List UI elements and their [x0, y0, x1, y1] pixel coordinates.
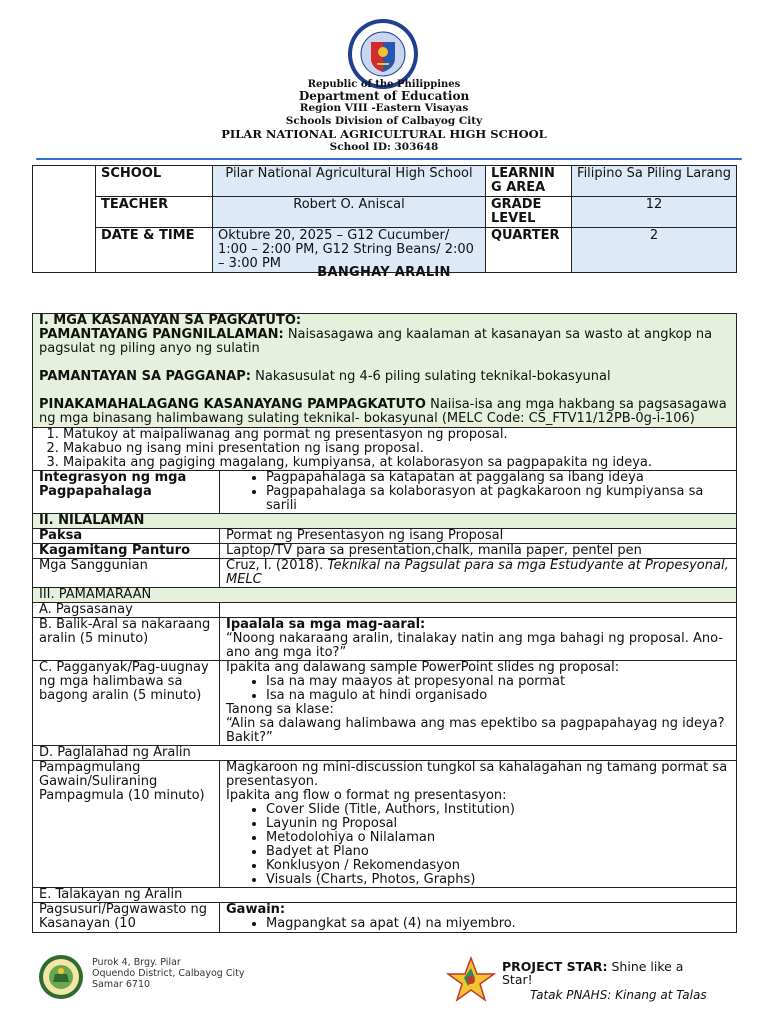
project-star-icon: [446, 956, 496, 1002]
paglalahad-text-2: Ipakita ang flow o format ng presentasyon:: [226, 788, 507, 803]
integrasyon-list: [266, 471, 730, 513]
tanong-question: “Alin sa dalawang halimbawa ang mas epektibo sa pagpapahayag ng ideya? Bakit?”: [226, 716, 725, 745]
integrasyon-label: Integrasyon ng mga Pagpapahalaga: [39, 470, 187, 499]
objective-item: 3. Maipakita ang pagiging magalang, kumpiyansa, at kolaborasyon sa pagpapakita ng ideya.: [63, 456, 730, 470]
pinakamahalaga-label: PINAKAMAHALAGANG KASANAYANG PAMPAGKATUTO: [39, 397, 426, 412]
school-id-line: School ID: 303648: [329, 141, 439, 153]
pangnilalaman-label: PAMANTAYANG PANGNILALAMAN:: [39, 327, 284, 342]
format-item: • Layunin ng Proposal: [266, 817, 730, 831]
pagganyak-item: • Isa na may maayos at propesyonal na pormat: [266, 675, 730, 689]
objectives-cell: [33, 428, 737, 471]
gawain-list: [266, 917, 730, 931]
footer-address-line-3: Samar 6710: [92, 979, 151, 990]
format-item: • Cover Slide (Title, Authors, Institution): [266, 803, 730, 817]
balik-aral-text: “Noong nakaraang aralin, tinalakay natin ang mga bahagi ng proposal. Ano-ano ang mga ito?”: [226, 631, 723, 660]
school-value: Pilar National Agricultural High School: [213, 166, 486, 197]
sanggunian-author: Cruz, I. (2018).: [226, 558, 328, 573]
pagganyak-intro: Ipakita ang dalawang sample PowerPoint slides ng proposal:: [226, 660, 620, 675]
sanggunian-title: Teknikal na Pagsulat para sa mga Estudyante at Propesyonal, MELC: [226, 558, 729, 587]
learning-area-label: LEARNIN G AREA: [486, 166, 572, 197]
format-item: • Visuals (Charts, Photos, Graphs): [266, 873, 730, 887]
paglalahad-text-1: Magkaroon ng mini-discussion tungkol sa kahalagahan ng tamang pormat sa presentasyon.: [226, 760, 728, 789]
pagsasanay-label: A. Pagsasanay: [33, 603, 220, 618]
objectives-list: [63, 428, 730, 470]
pagganap-label: PAMANTAYAN SA PAGGANAP:: [39, 369, 251, 384]
pagganyak-item: • Isa na magulo at hindi organisado: [266, 689, 730, 703]
info-blank-cell: [33, 166, 96, 273]
grade-level-label: GRADE LEVEL: [486, 197, 572, 228]
kagamitan-value: Laptop/TV para sa presentation,chalk, manila paper, pentel pen: [220, 544, 737, 559]
section-2-heading: II. NILALAMAN: [39, 513, 145, 528]
teacher-value: Robert O. Aniscal: [213, 197, 486, 228]
tatak-pnahs: Tatak PNAHS: Kinang at Talas: [530, 988, 707, 1002]
header-divider: [36, 158, 742, 160]
format-item: • Konklusyon / Rekomendasyon: [266, 859, 730, 873]
teacher-label: TEACHER: [96, 197, 213, 228]
section-1-competencies: [33, 314, 737, 428]
lesson-plan-table: [32, 313, 737, 933]
project-star-slogan: [502, 960, 702, 986]
date-time-value: Oktubre 20, 2025 – G12 Cucumber/ 1:00 – 2:00 PM, G12 String Beans/ 2:00 – 3:00 PM: [213, 228, 486, 273]
objective-item: 2. Makabuo ng isang mini presentation ng isang proposal.: [63, 442, 730, 456]
paglalahad-label: D. Paglalahad ng Aralin: [33, 746, 737, 761]
section-3-heading: III. PAMAMARAAN: [33, 588, 737, 603]
grade-level-value: 12: [572, 197, 737, 228]
republic-line: Republic of the Philippines: [307, 79, 461, 90]
quarter-label: QUARTER: [486, 228, 572, 273]
pangnilalaman-text: Naisasagawa ang kaalaman at kasanayan sa wasto at angkop na pagsulat ng piling anyo ng sulatin: [39, 327, 713, 356]
format-item: • Metodolohiya o Nilalaman: [266, 831, 730, 845]
project-star-label: PROJECT STAR:: [502, 959, 608, 974]
document-title: BANGHAY ARALIN: [317, 265, 451, 280]
pampagmula-label: Pampagmulang Gawain/Suliraning Pampagmula (10 minuto): [33, 761, 220, 888]
department-line: Department of Education: [298, 89, 470, 103]
objective-item: 1. Matukoy at maipaliwanag ang pormat ng presentasyon ng proposal.: [63, 428, 730, 442]
learning-area-value: Filipino Sa Piling Larang: [572, 166, 737, 197]
format-item: • Badyet at Plano: [266, 845, 730, 859]
pagsusuri-label: Pagsusuri/Pagwawasto ng Kasanayan (10: [33, 903, 220, 933]
section-1-heading: I. MGA KASANAYAN SA PAGKATUTO:: [39, 313, 302, 328]
presentation-format-list: [266, 803, 730, 887]
date-time-label: DATE & TIME: [96, 228, 213, 273]
quarter-value: 2: [572, 228, 737, 273]
pagganap-text: Nakasusulat ng 4-6 piling sulating teknikal-bokasyunal: [251, 369, 611, 384]
school-label: SCHOOL: [96, 166, 213, 197]
balik-aral-heading: Ipaalala sa mga mag-aaral:: [226, 617, 426, 632]
project-star-text: Shine like a Star!: [502, 959, 684, 987]
talakayan-label: E. Talakayan ng Aralin: [33, 888, 737, 903]
footer-address-line-1: Purok 4, Brgy. Pilar: [92, 957, 181, 968]
gawain-heading: Gawain:: [226, 902, 286, 917]
pagganyak-label: C. Pagganyak/Pag-uugnay ng mga halimbawa sa bagong aralin (5 minuto): [33, 661, 220, 746]
pagganyak-list: [266, 675, 730, 703]
pinakamahalaga-text: Naiisa-isa ang mga hakbang sa pagsasagawa ng mga binasang halimbawang sulating teknikal- bokasyunal (MELC Code: CS_FTV11/12PB-0g-i-106): [39, 397, 727, 426]
school-seal-logo: [38, 954, 84, 1000]
gawain-item: • Magpangkat sa apat (4) na miyembro.: [266, 917, 730, 931]
kagamitan-label: Kagamitang Panturo: [39, 543, 191, 558]
footer-address-line-2: Oquendo District, Calbayog City: [92, 968, 245, 979]
division-line: Schools Division of Calbayog City: [285, 115, 483, 127]
region-line: Region VIII -Eastern Visayas: [299, 102, 469, 114]
school-name-line: PILAR NATIONAL AGRICULTURAL HIGH SCHOOL: [221, 127, 547, 141]
tanong-label: Tanong sa klase:: [226, 702, 334, 717]
lesson-info-table: [32, 165, 737, 273]
paksa-label: Paksa: [39, 528, 83, 543]
balik-aral-label: B. Balik-Aral sa nakaraang aralin (5 minuto): [33, 618, 220, 661]
integrasyon-item: • Pagpapahalaga sa kolaborasyon at pagkakaroon ng kumpiyansa sa sarili: [266, 485, 730, 513]
sanggunian-label: Mga Sanggunian: [33, 559, 220, 588]
paksa-value: Pormat ng Presentasyon ng isang Proposal: [220, 529, 737, 544]
integrasyon-item: • Pagpapahalaga sa katapatan at paggalang sa ibang ideya: [266, 471, 730, 485]
